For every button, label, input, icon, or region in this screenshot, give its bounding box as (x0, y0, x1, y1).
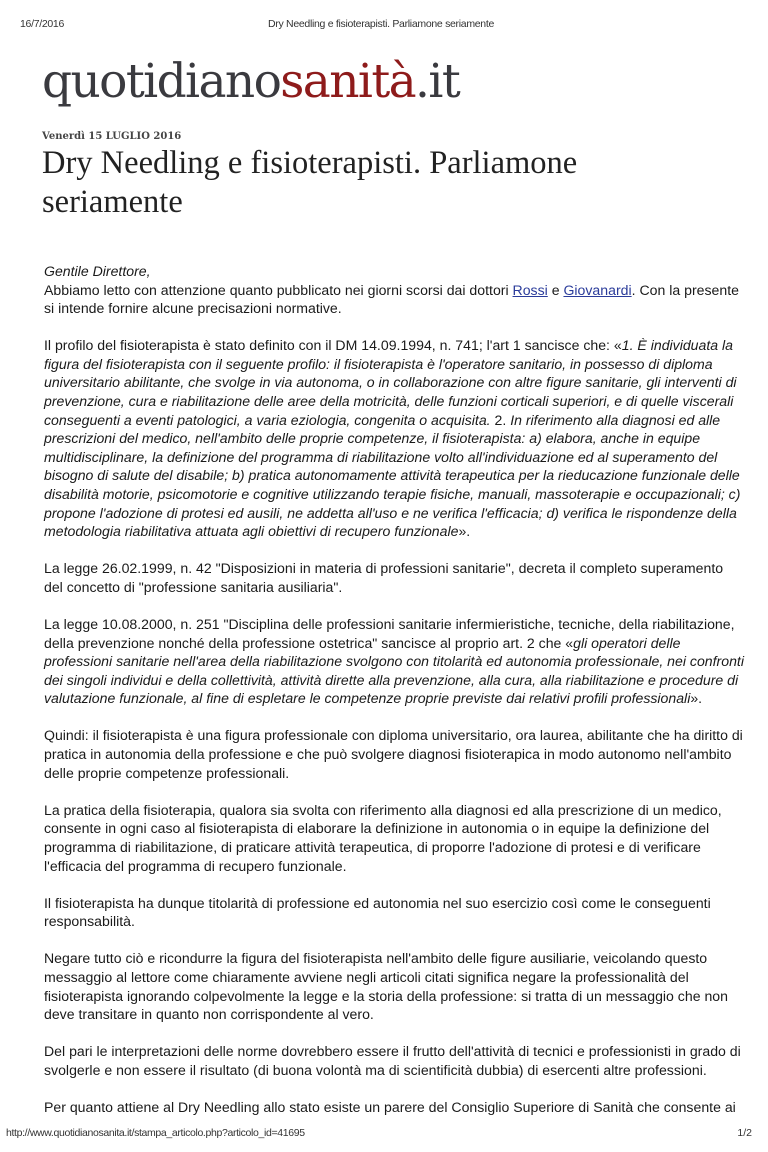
logo-text-sanita: sanità (280, 54, 416, 109)
print-page-title: Dry Needling e fisioterapisti. Parliamone seriamente (268, 18, 495, 30)
legge2000-close: ». (690, 690, 703, 707)
link-giovanardi[interactable]: Giovanardi (563, 281, 632, 298)
paragraph-dry-needling: Per quanto attiene al Dry Needling allo stato esiste un parere del Consiglio Superiore di Sanità che consente ai (44, 1098, 736, 1115)
link-rossi[interactable]: Rossi (512, 281, 548, 298)
print-header (0, 0, 768, 31)
logo-text-quotidiano: quotidiano (42, 54, 281, 109)
intro-text-between: e (547, 281, 564, 298)
page-url: http://www.quotidianosanita.it/stampa_articolo.php?articolo_id=41695 (6, 1127, 305, 1140)
article-title: Dry Needling e fisioterapisti. Parliamone seriamente (42, 145, 578, 220)
article-date: Venerdì 15 LUGLIO 2016 (42, 131, 182, 142)
paragraph-quindi: Quindi: il fisioterapista è una figura professionale con diploma universitario, ora laurea, abilitante che ha diritto di pratica in autonomia della professione e che può svolgere diagnosi fisioterapica in modo autonomo nell'ambito delle proprie competenze professionali. (44, 727, 743, 781)
intro-text-after: . Con la presente si intende fornire alcune precisazioni normative. (44, 281, 739, 317)
paragraph-legge-1999: La legge 26.02.1999, n. 42 "Disposizioni in materia di professioni sanitarie", decreta il completo superamento del concetto di "professione sanitaria ausiliaria". (44, 560, 724, 595)
page-number: 1/2 (737, 1127, 752, 1140)
logo-text-it: .it (415, 54, 460, 109)
legge2000-text: La legge 10.08.2000, n. 251 "Disciplina delle professioni sanitarie infermieristiche, tecniche, della riabilitazione, della prevenzione nonché della professione ostetrica" sancisce al proprio art. 2 che « (44, 616, 735, 651)
print-footer (0, 1126, 768, 1152)
paragraph-titolarita: Il fisioterapista ha dunque titolarità di professione ed autonomia nel suo esercizio così come le conseguenti responsabilità. (44, 894, 711, 930)
paragraph-legge-2000 (44, 615, 744, 708)
print-date: 16/7/2016 (20, 18, 65, 30)
legge2000-quote: gli operatori delle professioni sanitarie nell'area della riabilitazione svolgono con titolarità ed autonomia professionale, nei confronti dei singoli individui e della collettività, attività dirette alla prevenzione, alla cura, alla riabilitazione e procedure di valutazione funzionale, al fine di espletare le competenze proprie previste dai relativi profili professionali (44, 634, 744, 707)
paragraph-del-pari: Del pari le interpretazioni delle norme dovrebbero essere il frutto dell'attività di tecnici e professionisti in grado di svolgerle e non essere il risultato (di buona volontà ma di scientificità dubbia) di esercenti altre professioni. (44, 1043, 741, 1078)
profilo-close: ». (458, 523, 471, 540)
site-logo[interactable] (42, 56, 768, 108)
paragraph-profilo (44, 336, 744, 541)
profilo-quote-1: 1. È individuata la figura del fisioterapista con il seguente profilo: il fisioterapista è l'operatore sanitario, in possesso di diploma universitario abilitante, che svolge in via autonoma, o in collaborazione con altre figure sanitarie, gli interventi di prevenzione, cura e riabilitazione delle aree della motricità, delle funzioni corticali superiori, e di quelle viscerali conseguenti a eventi patologici, a varia eziologia, congenita o acquisita. (44, 337, 737, 428)
profilo-quote-2: In riferimento alla diagnosi ed alle prescrizioni del medico, nell'ambito delle proprie competenze, il fisioterapista: a) elabora, anche in equipe multidisciplinare, la definizione del programma di riabilitazione volto all'individuazione ed al superamento del bisogno di salute del disabile; b) pratica autonomamente attività terapeutica per la rieducazione funzionale delle disabilità motorie, psicomotorie e cognitive utilizzando terapie fisiche, manuali, massoterapie e occupazionali; c) propone l'adozione di protesi ed ausili, ne addetta all'uso e ne verifica l'efficacia; d) verifica le rispondenze della metodologia riabilitativa attuata agli obiettivi di recupero funzionale (44, 411, 741, 540)
paragraph-intro (44, 281, 744, 318)
paragraph-negare: Negare tutto ciò e ricondurre la figura del fisioterapista nell'ambito delle figure ausiliarie, veicolando questo messaggio al lettore come chiaramente avviene negli articoli citati significa negare la professionalità del fisioterapista ignorando colpevolmente la legge e la storia della professione: si tratta di un messaggio che non deve transitare in quanto non corrispondente al vero. (44, 950, 728, 1023)
profilo-text: Il profilo del fisioterapista è stato definito con il DM 14.09.1994, n. 741; l'art 1 sancisce che: « (44, 337, 622, 354)
profilo-number-2: 2. (494, 411, 511, 428)
intro-text-before: Abbiamo letto con attenzione quanto pubblicato nei giorni scorsi dai dottori (44, 281, 513, 298)
paragraph-pratica: La pratica della fisioterapia, qualora sia svolta con riferimento alla diagnosi ed alla prescrizione di un medico, consente in ogni caso al fisioterapista di elaborare la definizione in autonomia o in equipe la definizione del programma di riabilitazione, di praticare attività terapeutica, di proporre l'adozione di protesi e di verificare l'efficacia del programma di recupero funzionale. (44, 801, 722, 874)
salutation: Gentile Direttore, (44, 263, 151, 279)
article-body (44, 262, 744, 1116)
